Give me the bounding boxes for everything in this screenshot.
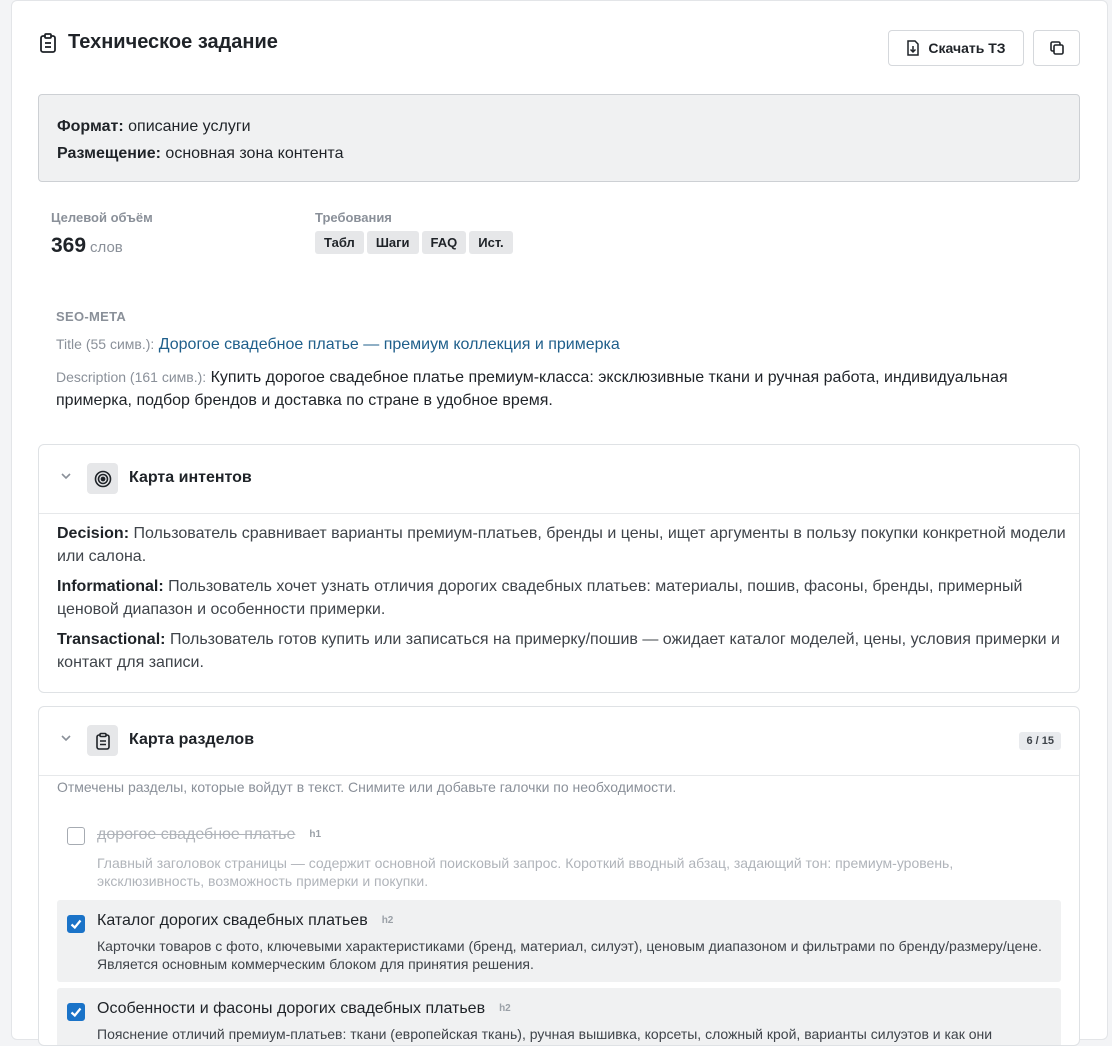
intent-key: Informational: <box>57 578 164 595</box>
section-map-title: Карта разделов <box>129 731 255 748</box>
intent-item <box>57 628 1067 674</box>
intent-key: Decision: <box>57 525 130 542</box>
section-item[interactable] <box>57 814 1061 894</box>
intent-key: Transactional: <box>57 631 166 648</box>
clipboard-icon <box>38 32 58 54</box>
placement-line <box>57 140 1061 167</box>
target-volume-unit: слов <box>90 239 123 256</box>
seo-description-key: Description (161 симв.): <box>56 369 207 385</box>
download-tz-label: Скачать ТЗ <box>928 40 1006 56</box>
seo-description-line <box>56 366 1076 412</box>
tz-panel <box>11 0 1108 1040</box>
target-volume <box>51 234 123 258</box>
page-header <box>38 31 278 54</box>
requirement-tag: Шаги <box>367 231 419 254</box>
seo-description-value: Купить дорогое свадебное платье премиум-класса: эксклюзивные ткани и ручная работа, индивидуальная примерка, подбор брендов и доставка по стране в удобное время. <box>56 369 1008 409</box>
section-level: h1 <box>309 829 322 840</box>
section-map-header[interactable] <box>39 707 1079 776</box>
intent-map-title: Карта интентов <box>129 469 252 486</box>
target-volume-label: Целевой объём <box>51 210 153 225</box>
section-title <box>97 826 321 844</box>
download-tz-button[interactable] <box>888 30 1024 66</box>
requirements-label: Требования <box>315 210 392 225</box>
section-description: Пояснение отличий премиум-платьев: ткани (европейская ткань), ручная вышивка, корсеты, сложный крой, варианты силуэтов и как они <box>97 1026 993 1042</box>
section-item[interactable] <box>57 988 1061 1046</box>
intent-text: Пользователь сравнивает варианты премиум-платьев, бренды и цены, ищет аргументы в пользу покупки конкретной модели или салона. <box>57 525 1066 565</box>
seo-title-value: Дорогое свадебное платье — премиум коллекция и примерка <box>158 336 620 353</box>
format-value: описание услуги <box>128 118 251 135</box>
clipboard-list-icon <box>87 725 118 756</box>
copy-icon <box>1049 40 1065 56</box>
seo-meta-label: SEO-META <box>56 309 127 324</box>
placement-key: Размещение: <box>57 145 161 162</box>
section-level: h2 <box>381 915 394 926</box>
section-title <box>97 1000 511 1018</box>
section-checkbox[interactable] <box>67 1003 85 1021</box>
chevron-down-icon[interactable] <box>59 731 73 745</box>
copy-button[interactable] <box>1033 30 1080 66</box>
file-download-icon <box>906 40 920 56</box>
format-key: Формат: <box>57 118 124 135</box>
sections-count-badge: 6 / 15 <box>1019 732 1061 750</box>
seo-title-key: Title (55 симв.): <box>56 336 155 352</box>
section-description: Главный заголовок страницы — содержит основной поисковый запрос. Короткий вводный абзац, задающий тон: премиум-уровень, эксклюзивность, возможность примерки и покупки. <box>97 855 954 889</box>
format-line <box>57 113 1061 140</box>
section-checkbox[interactable] <box>67 915 85 933</box>
section-level: h2 <box>499 1003 511 1014</box>
requirement-tag: Табл <box>315 231 364 254</box>
intent-item <box>57 522 1067 568</box>
format-box <box>38 94 1080 182</box>
requirements-tags <box>315 231 516 254</box>
checkmark-icon <box>68 916 84 932</box>
requirement-tag: FAQ <box>422 231 467 254</box>
section-title-text: Особенности и фасоны дорогих свадебных платьев <box>97 1000 486 1017</box>
section-map-card <box>38 706 1080 1046</box>
target-volume-value: 369 <box>51 234 87 257</box>
chevron-down-icon[interactable] <box>59 469 73 483</box>
page-title: Техническое задание <box>68 31 278 53</box>
intent-map-header[interactable] <box>39 445 1079 514</box>
section-title <box>97 912 393 930</box>
intent-map-card <box>38 444 1080 693</box>
placement-value: основная зона контента <box>165 145 344 162</box>
seo-title-line <box>56 336 620 354</box>
section-description: Карточки товаров с фото, ключевыми характеристиками (бренд, материал, силуэт), ценовым диапазоном и фильтрами по бренду/размеру/цене. Является основным коммерческим блоком для принятия решения. <box>97 938 1042 972</box>
section-title-text: дорогое свадебное платье <box>97 826 296 843</box>
intent-text: Пользователь хочет узнать отличия дорогих свадебных платьев: материалы, пошив, фасоны, бренды, примерный ценовой диапазон и особенности примерки. <box>57 578 1023 618</box>
checkmark-icon <box>68 1004 84 1020</box>
target-icon <box>87 463 118 494</box>
requirement-tag: Ист. <box>469 231 512 254</box>
intent-text: Пользователь готов купить или записаться на примерку/пошив — ожидает каталог моделей, цены, условия примерки и контакт для записи. <box>57 631 1060 671</box>
section-item[interactable] <box>57 900 1061 982</box>
section-map-hint: Отмечены разделы, которые войдут в текст. Снимите или добавьте галочки по необходимости. <box>57 779 677 795</box>
intent-list <box>57 522 1067 681</box>
intent-item <box>57 575 1067 621</box>
section-title-text: Каталог дорогих свадебных платьев <box>97 912 368 929</box>
section-checkbox[interactable] <box>67 827 85 845</box>
